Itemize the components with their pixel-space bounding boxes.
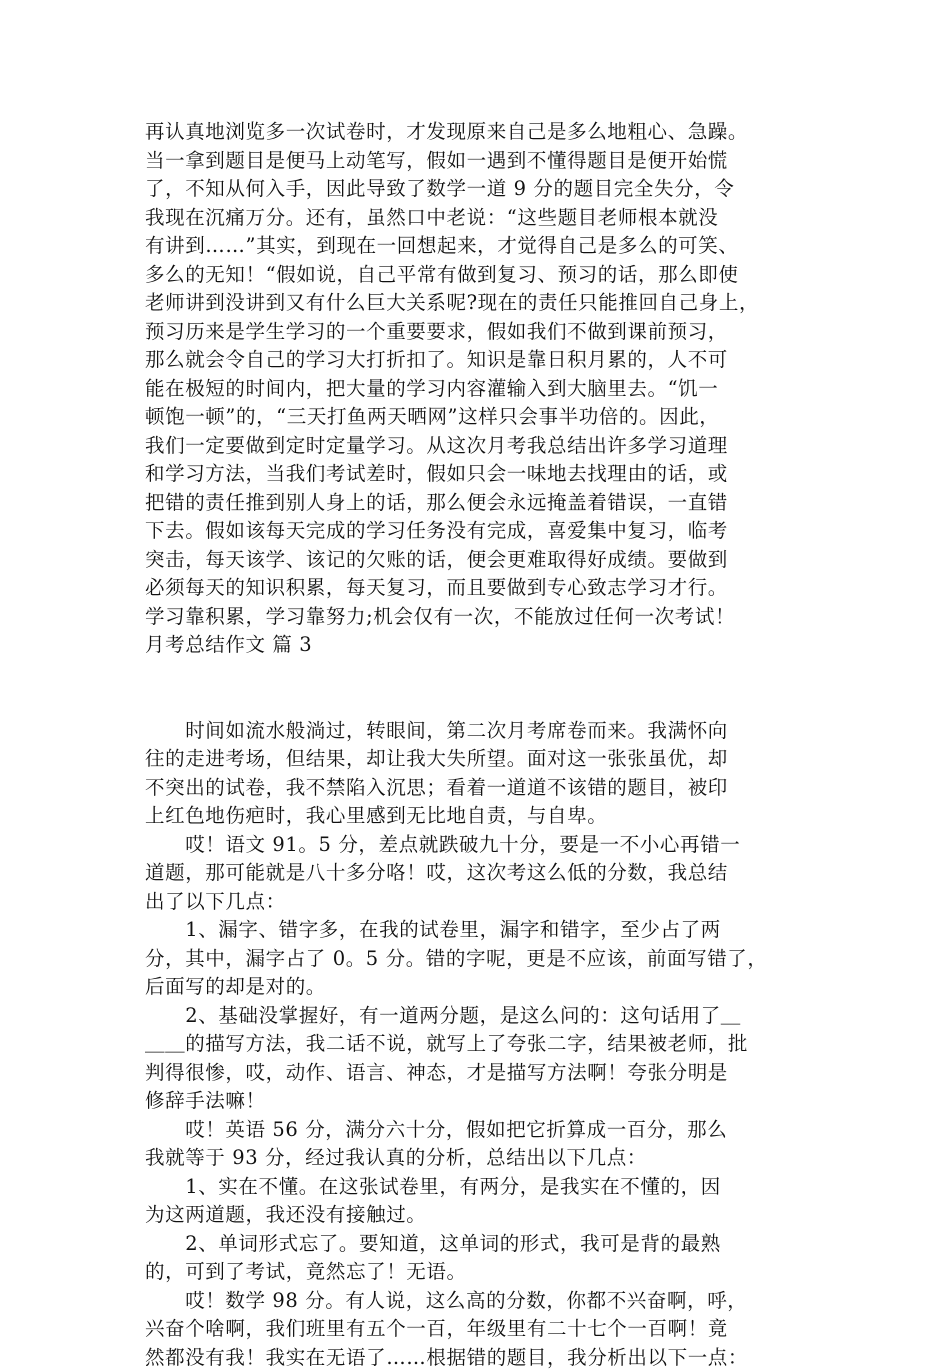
text-line: 出了以下几点： [145,888,825,917]
section-spacer [145,660,825,717]
text-line: 道题，那可能就是八十多分咯！哎，这次考这么低的分数，我总结 [145,859,825,888]
text-line: 能在极短的时间内，把大量的学习内容灌输入到大脑里去。“饥一 [145,375,825,404]
text-line: 的，可到了考试，竟然忘了！无语。 [145,1258,825,1287]
text-line: 有讲到……”其实，到现在一回想起来，才觉得自己是多么的可笑、 [145,232,825,261]
section-heading: 月考总结作文 篇 3 [145,631,825,660]
text-line: 修辞手法嘛！ [145,1087,825,1116]
text-line: 预习历来是学生学习的一个重要要求，假如我们不做到课前预习， [145,318,825,347]
text-line: 上红色地伤疤时，我心里感到无比地自责，与自卑。 [145,802,825,831]
text-line: 2、单词形式忘了。要知道，这单词的形式，我可是背的最熟 [145,1230,825,1259]
document-page [145,118,825,1372]
text-line: ＿＿的描写方法，我二话不说，就写上了夸张二字，结果被老师，批 [145,1030,825,1059]
text-line: 下去。假如该每天完成的学习任务没有完成，喜爱集中复习，临考 [145,517,825,546]
text-line: 我们一定要做到定时定量学习。从这次月考我总结出许多学习道理 [145,432,825,461]
text-line: 把错的责任推到别人身上的话，那么便会永远掩盖着错误，一直错 [145,489,825,518]
text-line: 哎！数学 98 分。有人说，这么高的分数，你都不兴奋啊，呼， [145,1287,825,1316]
text-line: 1、实在不懂。在这张试卷里，有两分，是我实在不懂的，因 [145,1173,825,1202]
text-line: 时间如流水般淌过，转眼间，第二次月考席卷而来。我满怀向 [145,717,825,746]
text-line: 了，不知从何入手，因此导致了数学一道 9 分的题目完全失分，令 [145,175,825,204]
text-line: 多么的无知！“假如说，自己平常有做到复习、预习的话，那么即使 [145,261,825,290]
text-line: 必须每天的知识积累，每天复习，而且要做到专心致志学习才行。 [145,574,825,603]
section-top [145,118,825,660]
text-line: 兴奋个啥啊，我们班里有五个一百，年级里有二十七个一百啊！竟 [145,1315,825,1344]
text-line: 再认真地浏览多一次试卷时，才发现原来自己是多么地粗心、急躁。 [145,118,825,147]
text-line: 分，其中，漏字占了 0。5 分。错的字呢，更是不应该，前面写错了， [145,945,825,974]
text-line: 和学习方法，当我们考试差时，假如只会一味地去找理由的话，或 [145,460,825,489]
text-line: 往的走进考场，但结果，却让我大失所望。面对这一张张虽优，却 [145,745,825,774]
text-line: 然都没有我！我实在无语了……根据错的题目，我分析出以下一点： [145,1344,825,1372]
text-line: 2、基础没掌握好，有一道两分题，是这么问的：这句话用了＿ [145,1002,825,1031]
text-line: 突击，每天该学、该记的欠账的话，便会更难取得好成绩。要做到 [145,546,825,575]
text-line: 判得很惨，哎，动作、语言、神态，才是描写方法啊！夸张分明是 [145,1059,825,1088]
text-line: 哎！英语 56 分，满分六十分，假如把它折算成一百分，那么 [145,1116,825,1145]
text-line: 我现在沉痛万分。还有，虽然口中老说：“这些题目老师根本就没 [145,204,825,233]
text-line: 我就等于 93 分，经过我认真的分析，总结出以下几点： [145,1144,825,1173]
text-line: 不突出的试卷，我不禁陷入沉思；看着一道道不该错的题目，被印 [145,774,825,803]
text-line: 1、漏字、错字多，在我的试卷里，漏字和错字，至少占了两 [145,916,825,945]
text-line: 后面写的却是对的。 [145,973,825,1002]
text-line: 学习靠积累，学习靠努力;机会仅有一次，不能放过任何一次考试！ [145,603,825,632]
text-line: 老师讲到没讲到又有什么巨大关系呢?现在的责任只能推回自己身上， [145,289,825,318]
text-line: 顿饱一顿”的，“三天打鱼两天晒网”这样只会事半功倍的。因此， [145,403,825,432]
text-line: 当一拿到题目是便马上动笔写，假如一遇到不懂得题目是便开始慌 [145,147,825,176]
section-bottom [145,717,825,1372]
text-line: 那么就会令自己的学习大打折扣了。知识是靠日积月累的，人不可 [145,346,825,375]
text-line: 哎！语文 91。5 分，差点就跌破九十分，要是一不小心再错一 [145,831,825,860]
text-line: 为这两道题，我还没有接触过。 [145,1201,825,1230]
